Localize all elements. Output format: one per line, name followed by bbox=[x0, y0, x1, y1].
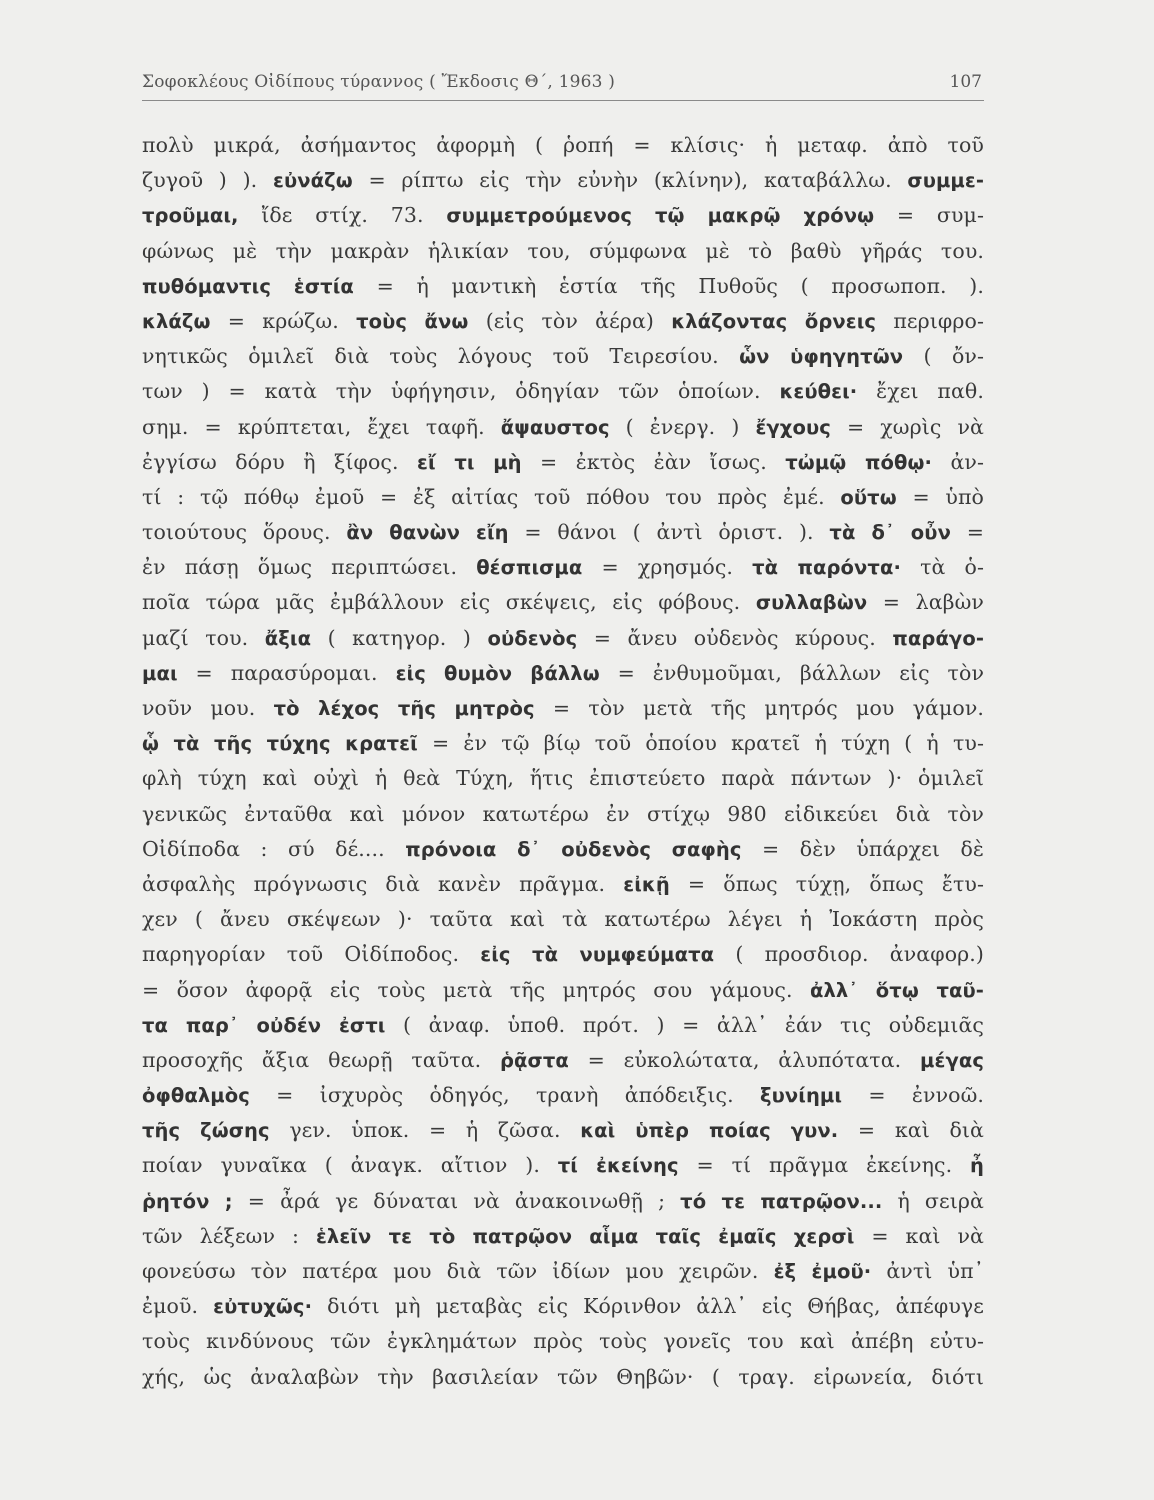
lemma-term: μαι bbox=[142, 661, 178, 685]
gloss-text: = χρησμός. bbox=[582, 555, 753, 580]
gloss-text: νητικῶς ὁμιλεῖ διὰ τοὺς λόγους τοῦ Τειρεσίου. bbox=[142, 344, 740, 369]
lemma-term: ᾧ τὰ τῆς τύχης κρατεῖ bbox=[142, 732, 418, 756]
lemma-term: ἀλλ᾽ ὅτῳ ταῦ- bbox=[809, 978, 984, 1002]
gloss-text: = ἐκτὸς ἐὰν ἴσως. bbox=[521, 449, 786, 474]
lemma-term: συλλαβὼν bbox=[755, 591, 868, 615]
lemma-term: εἰς θυμὸν βάλλω bbox=[395, 661, 600, 685]
text-line bbox=[142, 761, 984, 796]
text-line bbox=[142, 1360, 984, 1395]
lemma-term: τῆς ζώσης bbox=[142, 1119, 270, 1143]
running-title: Σοφοκλέους Οἰδίπους τύραννος ( Ἔκδοσις Θ΄, 1963 ) bbox=[142, 72, 616, 92]
gloss-text: ἀντὶ ὑπ᾽ bbox=[871, 1259, 984, 1283]
gloss-text: σημ. = κρύπτεται, ἔχει ταφῆ. bbox=[142, 414, 501, 439]
text-line bbox=[142, 1324, 984, 1359]
gloss-text: = δὲν ὑπάρχει δὲ bbox=[741, 836, 985, 861]
gloss-text: φονεύσω τὸν πατέρα μου διὰ τῶν ἰδίων μου χειρῶν. bbox=[142, 1259, 774, 1283]
gloss-text: ( προσδιορ. ἀναφορ.) bbox=[714, 942, 985, 967]
lemma-term: ἦ bbox=[970, 1154, 984, 1178]
gloss-text: ἐν πάσῃ ὅμως περιπτώσει. bbox=[142, 555, 477, 580]
text-line bbox=[142, 1078, 984, 1113]
lemma-term: τροῦμαι, bbox=[142, 204, 239, 228]
gloss-text: ( κατηγορ. ) bbox=[311, 625, 488, 650]
commentary-text bbox=[142, 128, 984, 1395]
lemma-term: ἂν θανὼν εἴη bbox=[346, 521, 509, 545]
text-line bbox=[142, 867, 984, 902]
lemma-term: ἄψαυστος bbox=[500, 415, 610, 439]
lemma-term: θέσπισμα bbox=[476, 556, 583, 580]
lemma-term: ἔγχους bbox=[755, 415, 831, 439]
gloss-text: ἴδε στίχ. 73. bbox=[238, 203, 447, 228]
gloss-text: τί : τῷ πόθῳ ἐμοῦ = ἐξ αἰτίας τοῦ πόθου του πρὸς ἐμέ. bbox=[142, 484, 841, 509]
gloss-text: περιφρο- bbox=[876, 308, 984, 333]
text-line bbox=[142, 585, 984, 620]
text-line bbox=[142, 973, 984, 1008]
gloss-text: τοιούτους ὅρους. bbox=[142, 520, 347, 545]
gloss-text: = παρασύρομαι. bbox=[177, 660, 396, 685]
gloss-text: = καὶ νὰ bbox=[854, 1223, 984, 1248]
lemma-term: ἐξ ἐμοῦ· bbox=[773, 1260, 872, 1283]
lemma-term: ὀφθαλμὸς bbox=[142, 1084, 250, 1108]
lemma-term: ὧν ὑφηγητῶν bbox=[739, 345, 904, 369]
text-line bbox=[142, 339, 984, 374]
gloss-text: (εἰς τὸν ἀέρα) bbox=[468, 308, 672, 333]
lemma-term: τοὺς ἄνω bbox=[356, 309, 469, 333]
gloss-text: = ἆρά γε δύναται νὰ ἀνακοινωθῇ ; bbox=[232, 1188, 681, 1213]
text-line bbox=[142, 1008, 984, 1043]
gloss-text: ποῖα τώρα μᾶς ἐμβάλλουν εἰς σκέψεις, εἰς φόβους. bbox=[142, 590, 756, 615]
lemma-term: τα παρ᾽ οὐδέν ἐστι bbox=[142, 1013, 386, 1037]
lemma-term: κλάζοντας ὄρνεις bbox=[671, 309, 877, 333]
text-line bbox=[142, 656, 984, 691]
lemma-term: τὰ δ᾽ οὖν bbox=[829, 521, 951, 545]
gloss-text: γεν. ὑποκ. = ἡ ζῶσα. bbox=[269, 1118, 581, 1143]
gloss-text: χεν ( ἄνευ σκέψεων )· ταῦτα καὶ τὰ κατωτέρω λέγει ἡ Ἰοκάστη πρὸς bbox=[142, 907, 984, 932]
gloss-text: = ὅπως τύχῃ, ὅπως ἔτυ- bbox=[669, 871, 985, 896]
gloss-text: = καὶ διὰ bbox=[838, 1118, 984, 1143]
gloss-text: των ) = κατὰ τὴν ὑφήγησιν, ὁδηγίαν τῶν ὁποίων. bbox=[142, 379, 780, 404]
lemma-term: ἑλεῖν τε τὸ πατρῷον αἷμα ταῖς ἐμαῖς χερσὶ bbox=[315, 1224, 855, 1248]
gloss-text: φλὴ τύχη καὶ οὐχὶ ἡ θεὰ Τύχη, ἥτις ἐπιστεύετο παρὰ πάντων )· ὁμιλεῖ bbox=[142, 766, 984, 791]
gloss-text: = χωρὶς νὰ bbox=[830, 414, 984, 439]
gloss-text: = τί πρᾶγμα ἐκείνης. bbox=[678, 1153, 971, 1178]
text-line bbox=[142, 445, 984, 480]
text-line bbox=[142, 1289, 984, 1324]
gloss-text: τὰ ὁ- bbox=[901, 555, 984, 580]
text-line bbox=[142, 374, 984, 409]
gloss-text: = bbox=[950, 520, 984, 545]
lemma-term: οὐδενὸς bbox=[487, 626, 578, 650]
gloss-text: = ρίπτω εἰς τὴν εὐνὴν (κλίνην), καταβάλλω. bbox=[352, 168, 908, 193]
text-line bbox=[142, 198, 984, 233]
text-line bbox=[142, 726, 984, 761]
text-line bbox=[142, 621, 984, 656]
gloss-text: = ἰσχυρὸς ὁδηγός, τρανὴ ἀπόδειξις. bbox=[249, 1083, 760, 1108]
lemma-term: τό τε πατρῷον... bbox=[680, 1189, 883, 1213]
gloss-text: ἐμοῦ. bbox=[142, 1294, 214, 1319]
gloss-text: = ἄνευ οὐδενὸς κύρους. bbox=[577, 625, 893, 650]
gloss-text: = ἐν τῷ βίῳ τοῦ ὁποίου κρατεῖ ἡ τύχη ( ἡ τυ- bbox=[417, 731, 984, 756]
gloss-text: ζυγοῦ ) ). bbox=[142, 168, 273, 193]
gloss-text: φώνως μὲ τὴν μακρὰν ἡλικίαν του, σύμφωνα μὲ τὸ βαθὺ γῆράς του. bbox=[142, 238, 984, 263]
gloss-text: = τὸν μετὰ τῆς μητρός μου γάμον. bbox=[534, 696, 984, 720]
gloss-text: παρηγορίαν τοῦ Οἰδίποδος. bbox=[142, 942, 481, 967]
text-line bbox=[142, 797, 984, 832]
text-line bbox=[142, 515, 984, 550]
lemma-term: κεύθει· bbox=[779, 380, 858, 404]
gloss-text: = ἐννοῶ. bbox=[842, 1083, 984, 1108]
gloss-text: ἔχει παθ. bbox=[857, 379, 984, 404]
lemma-term: παράγο- bbox=[892, 626, 985, 650]
lemma-term: κλάζω bbox=[142, 309, 211, 333]
text-line bbox=[142, 1254, 984, 1289]
gloss-text: τοὺς κινδύνους τῶν ἐγκλημάτων πρὸς τοὺς γονεῖς του καὶ ἀπέβη εὐτυ- bbox=[142, 1329, 984, 1354]
lemma-term: ῥᾷστα bbox=[500, 1048, 569, 1072]
lemma-term: συμμετρούμενος τῷ μακρῷ χρόνῳ bbox=[446, 204, 875, 228]
gloss-text: = θάνοι ( ἀντὶ ὁριστ. ). bbox=[508, 520, 830, 545]
gloss-text: = ὑπὸ bbox=[896, 484, 984, 509]
text-line bbox=[142, 480, 984, 515]
text-line bbox=[142, 1219, 984, 1254]
lemma-term: συμμε- bbox=[907, 169, 985, 193]
gloss-text: = συμ- bbox=[874, 203, 984, 228]
gloss-text: τῶν λέξεων : bbox=[142, 1223, 316, 1248]
gloss-text: = ἐνθυμοῦμαι, βάλλων εἰς τὸν bbox=[599, 660, 985, 685]
lemma-term: ξυνίημι bbox=[759, 1084, 843, 1108]
gloss-text: διότι μὴ μεταβὰς εἰς Κόρινθον ἀλλ᾽ εἰς Θήβας, ἀπέφυγε bbox=[312, 1294, 984, 1319]
lemma-term: μέγας bbox=[920, 1048, 984, 1072]
gloss-text: νοῦν μου. bbox=[142, 696, 274, 720]
text-line bbox=[142, 550, 984, 585]
lemma-term: πρόνοια δ᾽ οὐδενὸς σαφὴς bbox=[405, 837, 742, 861]
lemma-term: πυθόμαντις ἑστία bbox=[142, 274, 354, 298]
text-line bbox=[142, 128, 984, 163]
page-number: 107 bbox=[949, 72, 982, 92]
gloss-text: = κρώζω. bbox=[210, 308, 357, 333]
gloss-text: ( ἐνεργ. ) bbox=[609, 414, 756, 439]
gloss-text: ποίαν γυναῖκα ( ἀναγκ. αἴτιον ). bbox=[142, 1153, 558, 1178]
text-line bbox=[142, 691, 984, 726]
running-header bbox=[142, 70, 984, 101]
gloss-text: χής, ὡς ἀναλαβὼν τὴν βασιλείαν τῶν Θηβῶν· ( τραγ. εἰρωνεία, διότι bbox=[142, 1364, 984, 1389]
text-line bbox=[142, 832, 984, 867]
lemma-term: τὠμῷ πόθῳ· bbox=[785, 450, 933, 474]
text-line bbox=[142, 1113, 984, 1148]
lemma-term: ῥητόν ; bbox=[142, 1189, 233, 1213]
lemma-term: εἴ τι μὴ bbox=[417, 450, 522, 474]
text-line bbox=[142, 410, 984, 445]
gloss-text: ἡ σειρὰ bbox=[882, 1188, 984, 1213]
gloss-text: πολὺ μικρά, ἀσήμαντος ἀφορμὴ ( ῥοπή = κλίσις· ἡ μεταφ. ἀπὸ τοῦ bbox=[142, 133, 984, 157]
gloss-text: ( ἀναφ. ὑποθ. πρότ. ) = ἀλλ᾽ ἐάν τις οὐδεμιᾶς bbox=[385, 1012, 984, 1037]
lemma-term: τὰ παρόντα· bbox=[752, 556, 901, 580]
lemma-term: εὐτυχῶς· bbox=[213, 1295, 313, 1319]
gloss-text: γενικῶς ἐνταῦθα καὶ μόνον κατωτέρω ἐν στίχῳ 980 εἰδικεύει διὰ τὸν bbox=[142, 801, 984, 826]
lemma-term: καὶ ὑπὲρ ποίας γυν. bbox=[580, 1119, 839, 1143]
gloss-text: μαζί του. bbox=[142, 625, 265, 650]
gloss-text: ἀσφαλὴς πρόγνωσις διὰ κανὲν πρᾶγμα. bbox=[142, 871, 624, 896]
lemma-term: εἰς τὰ νυμφεύματα bbox=[480, 943, 715, 967]
text-line bbox=[142, 937, 984, 972]
text-line bbox=[142, 1043, 984, 1078]
gloss-text: Οἰδίποδα : σύ δέ.... bbox=[142, 836, 406, 861]
gloss-text: ἀν- bbox=[932, 449, 984, 474]
lemma-term: εἰκῇ bbox=[623, 872, 670, 896]
text-line bbox=[142, 269, 984, 304]
lemma-term: οὕτω bbox=[840, 485, 897, 509]
gloss-text: = λαβὼν bbox=[867, 590, 984, 615]
lemma-term: ἄξια bbox=[264, 626, 312, 650]
text-line bbox=[142, 902, 984, 937]
gloss-text: = ὅσον ἀφορᾷ εἰς τοὺς μετὰ τῆς μητρός σου γάμους. bbox=[142, 977, 810, 1002]
text-line bbox=[142, 163, 984, 198]
gloss-text: ( ὄν- bbox=[903, 344, 984, 369]
text-line bbox=[142, 234, 984, 269]
text-line bbox=[142, 1184, 984, 1219]
gloss-text: = εὐκολώτατα, ἀλυπότατα. bbox=[568, 1047, 921, 1072]
text-line bbox=[142, 304, 984, 339]
gloss-text: = ἡ μαντικὴ ἑστία τῆς Πυθοῦς ( προσωποπ. ). bbox=[353, 273, 984, 298]
gloss-text: ἐγγίσω δόρυ ἢ ξίφος. bbox=[142, 449, 418, 474]
lemma-term: τί ἐκείνης bbox=[557, 1154, 679, 1178]
lemma-term: τὸ λέχος τῆς μητρὸς bbox=[273, 697, 535, 720]
gloss-text: προσοχῆς ἄξια θεωρῇ ταῦτα. bbox=[142, 1047, 500, 1072]
lemma-term: εὐνάζω bbox=[272, 169, 353, 193]
text-line bbox=[142, 1148, 984, 1183]
